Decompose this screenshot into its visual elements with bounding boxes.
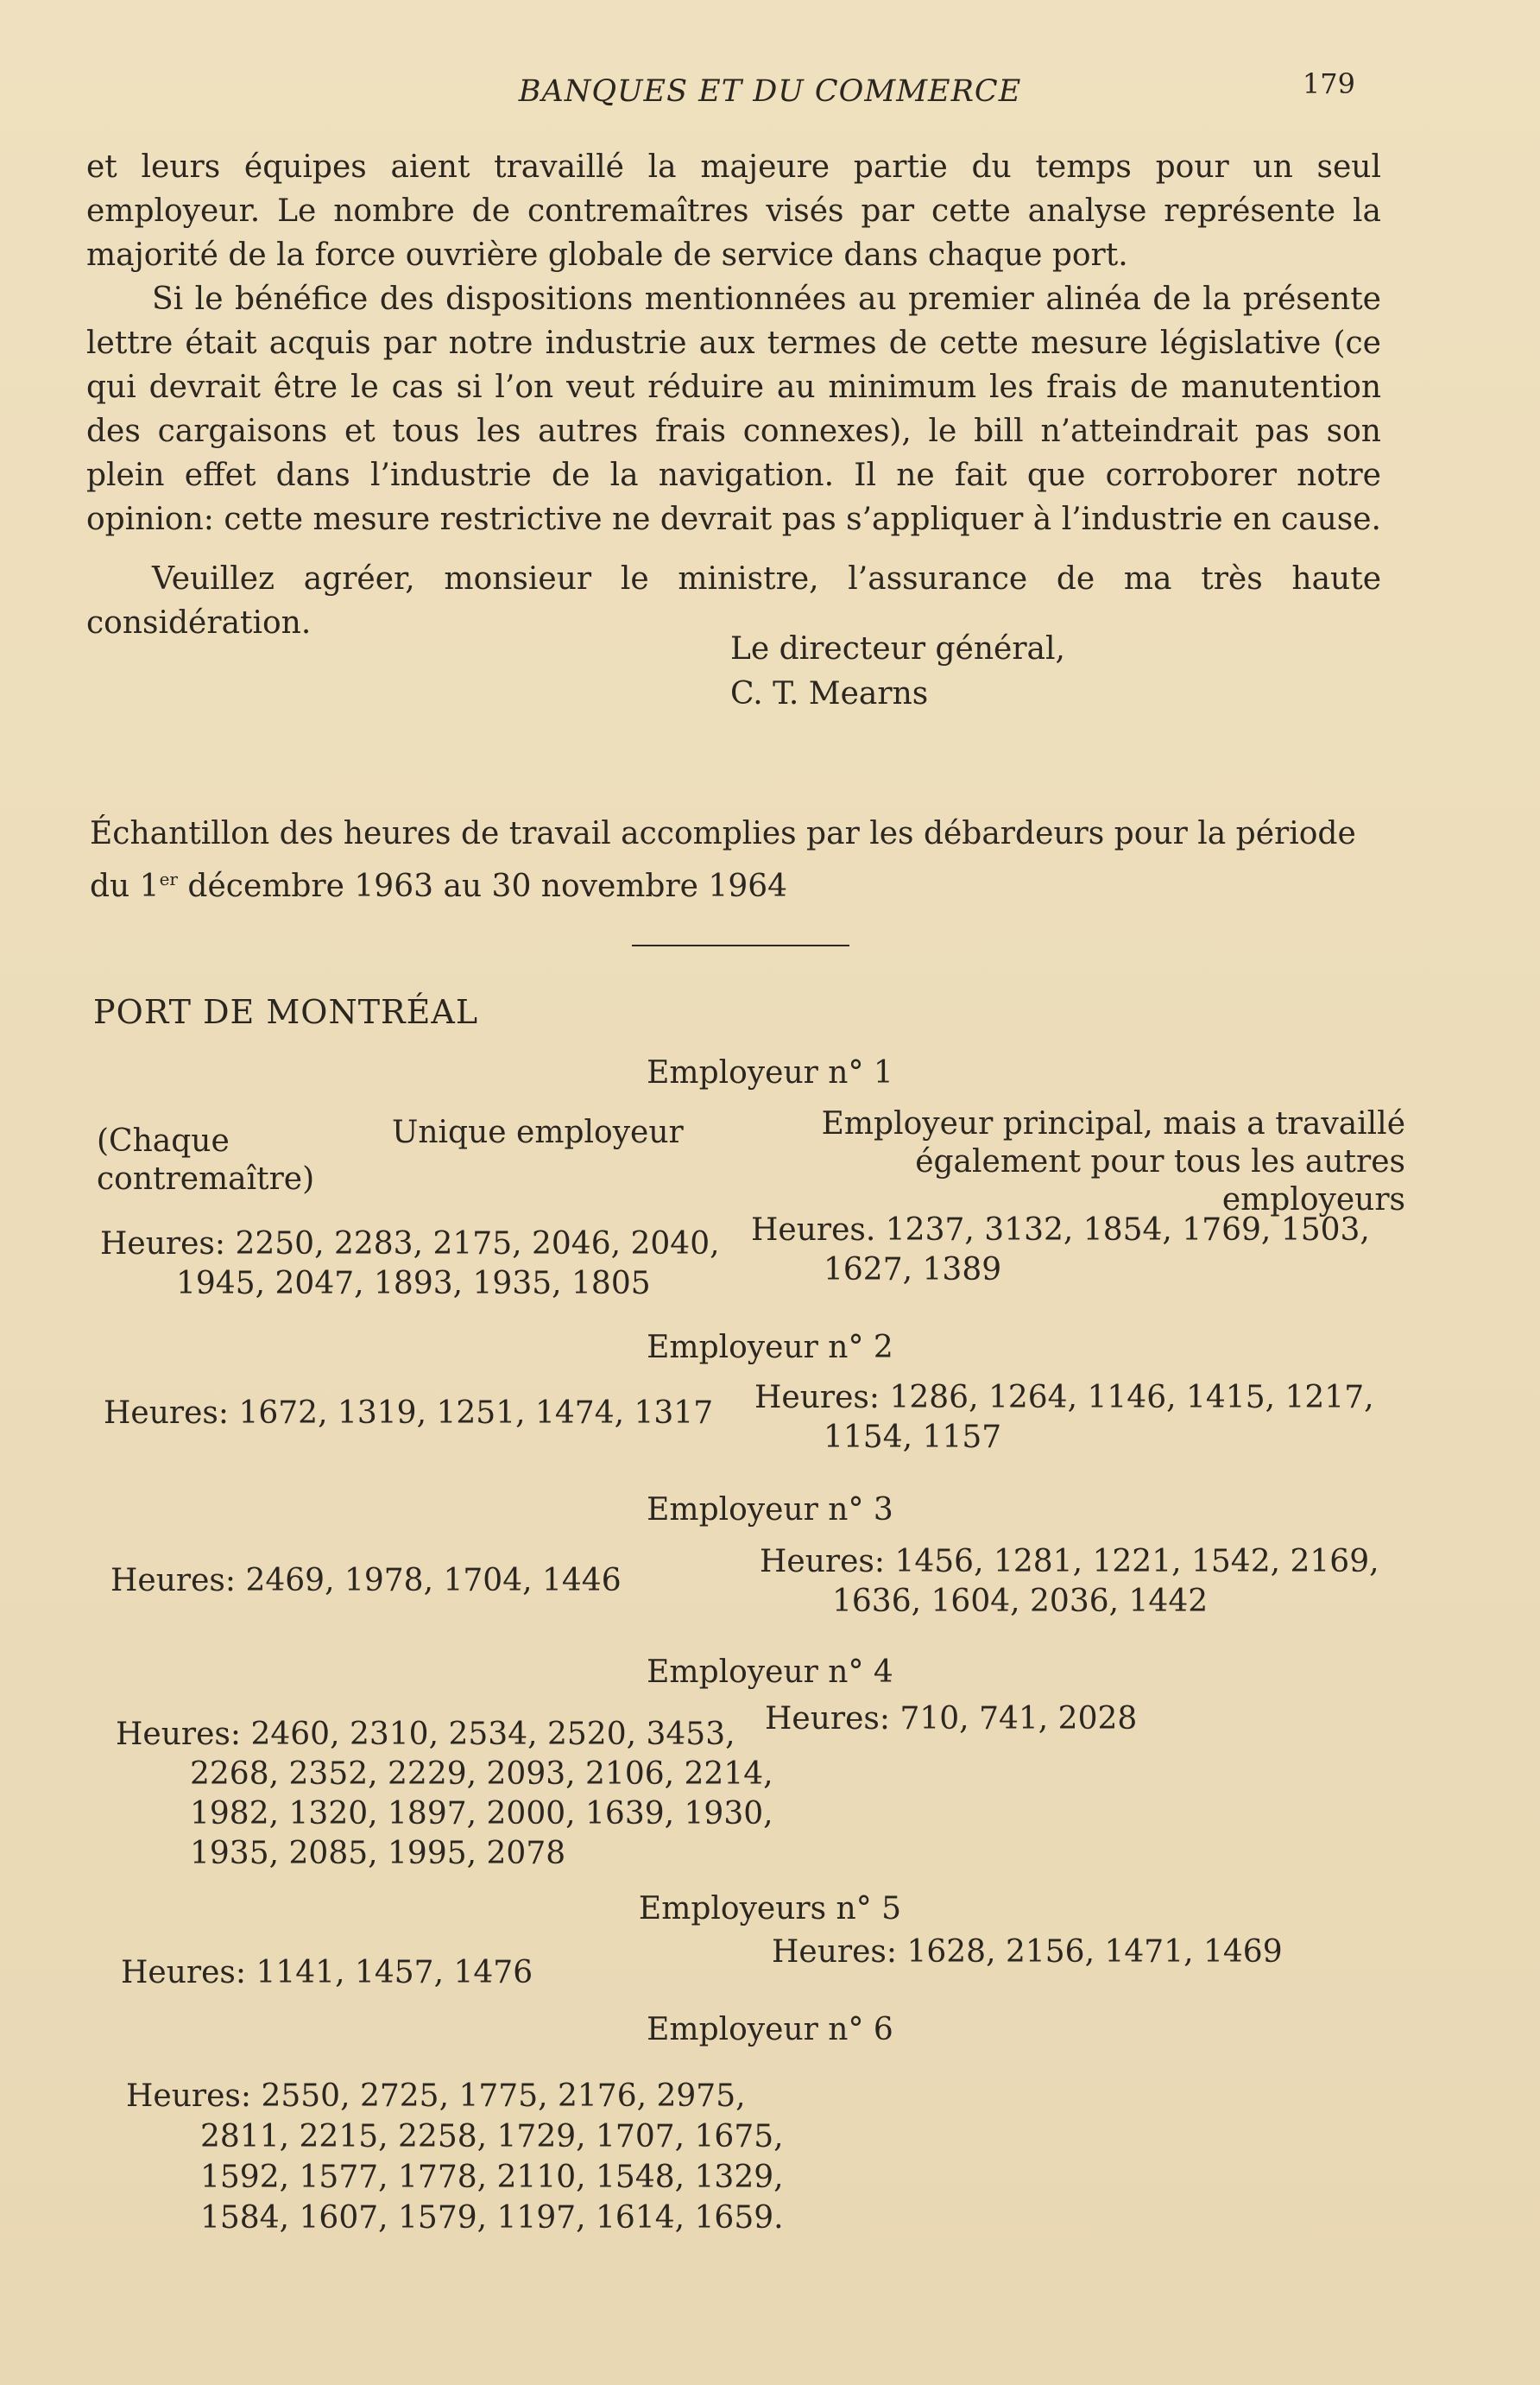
hours-values: 1154, 1157 — [824, 1420, 1002, 1455]
hours-label: Heures: — [754, 1380, 880, 1415]
letter-paragraph-1: et leurs équipes aient travaillé la majeure partie du temps pour un seul employeur. Le nombre de contremaîtres visés par cette analyse représente la majorité de la force ouvrière globale de service dans chaque port. — [86, 149, 1381, 273]
employer-2-heading: Employeur n° 2 — [647, 1330, 893, 1365]
hours-label: Heures: — [104, 1395, 230, 1431]
separator-rule — [632, 945, 849, 946]
hours-values: 1672, 1319, 1251, 1474, 1317 — [238, 1395, 714, 1431]
caption-line-2-prefix: du 1 — [90, 869, 160, 904]
hours-label: Heures: — [760, 1544, 886, 1579]
hours-values: 1456, 1281, 1221, 1542, 2169, — [894, 1544, 1379, 1579]
hours-label: Heures: — [110, 1563, 237, 1598]
employer-4-right-hours — [765, 1699, 1137, 1739]
hours-values: 1592, 1577, 1778, 2110, 1548, 1329, — [200, 2160, 784, 2195]
hours-values: 2268, 2352, 2229, 2093, 2106, 2214, — [190, 1756, 773, 1792]
employer-1-left-hours — [100, 1224, 720, 1304]
hours-label: Heures: — [100, 1226, 226, 1262]
column-label-right: Employeur principal, mais a travaillé également pour tous les autres employeurs — [821, 1106, 1405, 1218]
hours-label: Heures: — [765, 1701, 891, 1737]
page-header — [0, 67, 1540, 117]
employer-1-right-hours — [751, 1211, 1370, 1290]
letter-closing: Veuillez agréer, monsieur le ministre, l’assurance de ma très haute considération. — [86, 561, 1381, 641]
caption-line-2-rest: décembre 1963 au 30 novembre 1964 — [177, 869, 788, 904]
caption-line-1: Échantillon des heures de travail accomplies par les débardeurs pour la période — [90, 816, 1356, 851]
hours-values: 2250, 2283, 2175, 2046, 2040, — [235, 1226, 720, 1262]
hours-label: Heures: — [126, 2078, 252, 2114]
hours-values: 1945, 2047, 1893, 1935, 1805 — [176, 1266, 651, 1301]
hours-values: 1636, 1604, 2036, 1442 — [832, 1584, 1209, 1619]
hours-label: Heures: — [116, 1717, 242, 1752]
column-label-left: (Chaque contremaître) — [97, 1123, 315, 1197]
hours-values: 710, 741, 2028 — [899, 1701, 1138, 1737]
hours-values: 1935, 2085, 1995, 2078 — [190, 1836, 566, 1871]
employer-6-heading: Employeur n° 6 — [647, 2012, 893, 2047]
employer-3-heading: Employeur n° 3 — [647, 1492, 893, 1528]
employer-4-heading: Employeur n° 4 — [647, 1654, 893, 1690]
hours-label: Heures. — [751, 1212, 876, 1248]
port-title: PORT DE MONTRÉAL — [93, 993, 479, 1031]
employer-5-right-hours — [772, 1933, 1283, 1972]
employer-5-left-hours — [121, 1953, 533, 1993]
employer-1-heading: Employeur n° 1 — [647, 1055, 893, 1091]
hours-values: 1982, 1320, 1897, 2000, 1639, 1930, — [190, 1796, 773, 1831]
employer-2-right-hours — [754, 1378, 1374, 1458]
hours-values: 2460, 2310, 2534, 2520, 3453, — [250, 1717, 735, 1752]
hours-label: Heures: — [772, 1934, 898, 1970]
sample-caption — [90, 812, 1385, 909]
hours-values: 1628, 2156, 1471, 1469 — [906, 1934, 1283, 1970]
letter-paragraph-2: Si le bénéfice des dispositions mentionnées au premier alinéa de la présente lettre était acquis par notre industrie aux termes de cette mesure législative (ce qui devrait être le cas si l’on veut réduire au minimum les frais de manutention des cargaisons et tous les autres frais connexes), le bill n’atteindrait pas son plein effet dans l’industrie de la navigation. Il ne fait que corroborer notre opinion: cette mesure restrictive ne devrait pas s’appliquer à l’industrie en cause. — [86, 282, 1381, 537]
hours-values: 2811, 2215, 2258, 1729, 1707, 1675, — [200, 2119, 784, 2154]
page-number: 179 — [1302, 67, 1355, 100]
hours-values: 1627, 1389 — [824, 1252, 1002, 1287]
employer-2-left-hours — [104, 1394, 713, 1433]
hours-values: 1141, 1457, 1476 — [256, 1955, 533, 1990]
caption-superscript: er — [159, 869, 178, 889]
employer-3-right-hours — [760, 1542, 1379, 1622]
signature-name: C. T. Mearns — [730, 676, 929, 712]
running-title: BANQUES ET DU COMMERCE — [518, 74, 1022, 109]
hours-values: 2469, 1978, 1704, 1446 — [245, 1563, 622, 1598]
employer-5-heading: Employeurs n° 5 — [638, 1891, 902, 1926]
employer-4-left-hours — [116, 1715, 773, 1874]
employer-3-left-hours — [110, 1561, 622, 1601]
employer-6-left-hours — [126, 2076, 784, 2238]
hours-values: 1584, 1607, 1579, 1197, 1614, 1659. — [200, 2200, 784, 2236]
signature-title: Le directeur général, — [730, 631, 1065, 667]
hours-values: 2550, 2725, 1775, 2176, 2975, — [261, 2078, 746, 2114]
caption-line-2 — [90, 857, 1385, 909]
column-label-middle: Unique employeur — [392, 1115, 684, 1150]
hours-values: 1237, 3132, 1854, 1769, 1503, — [885, 1212, 1370, 1248]
hours-values: 1286, 1264, 1146, 1415, 1217, — [889, 1380, 1374, 1415]
letter-body — [86, 145, 1381, 645]
signature-block — [730, 627, 1065, 717]
hours-label: Heures: — [121, 1955, 247, 1990]
